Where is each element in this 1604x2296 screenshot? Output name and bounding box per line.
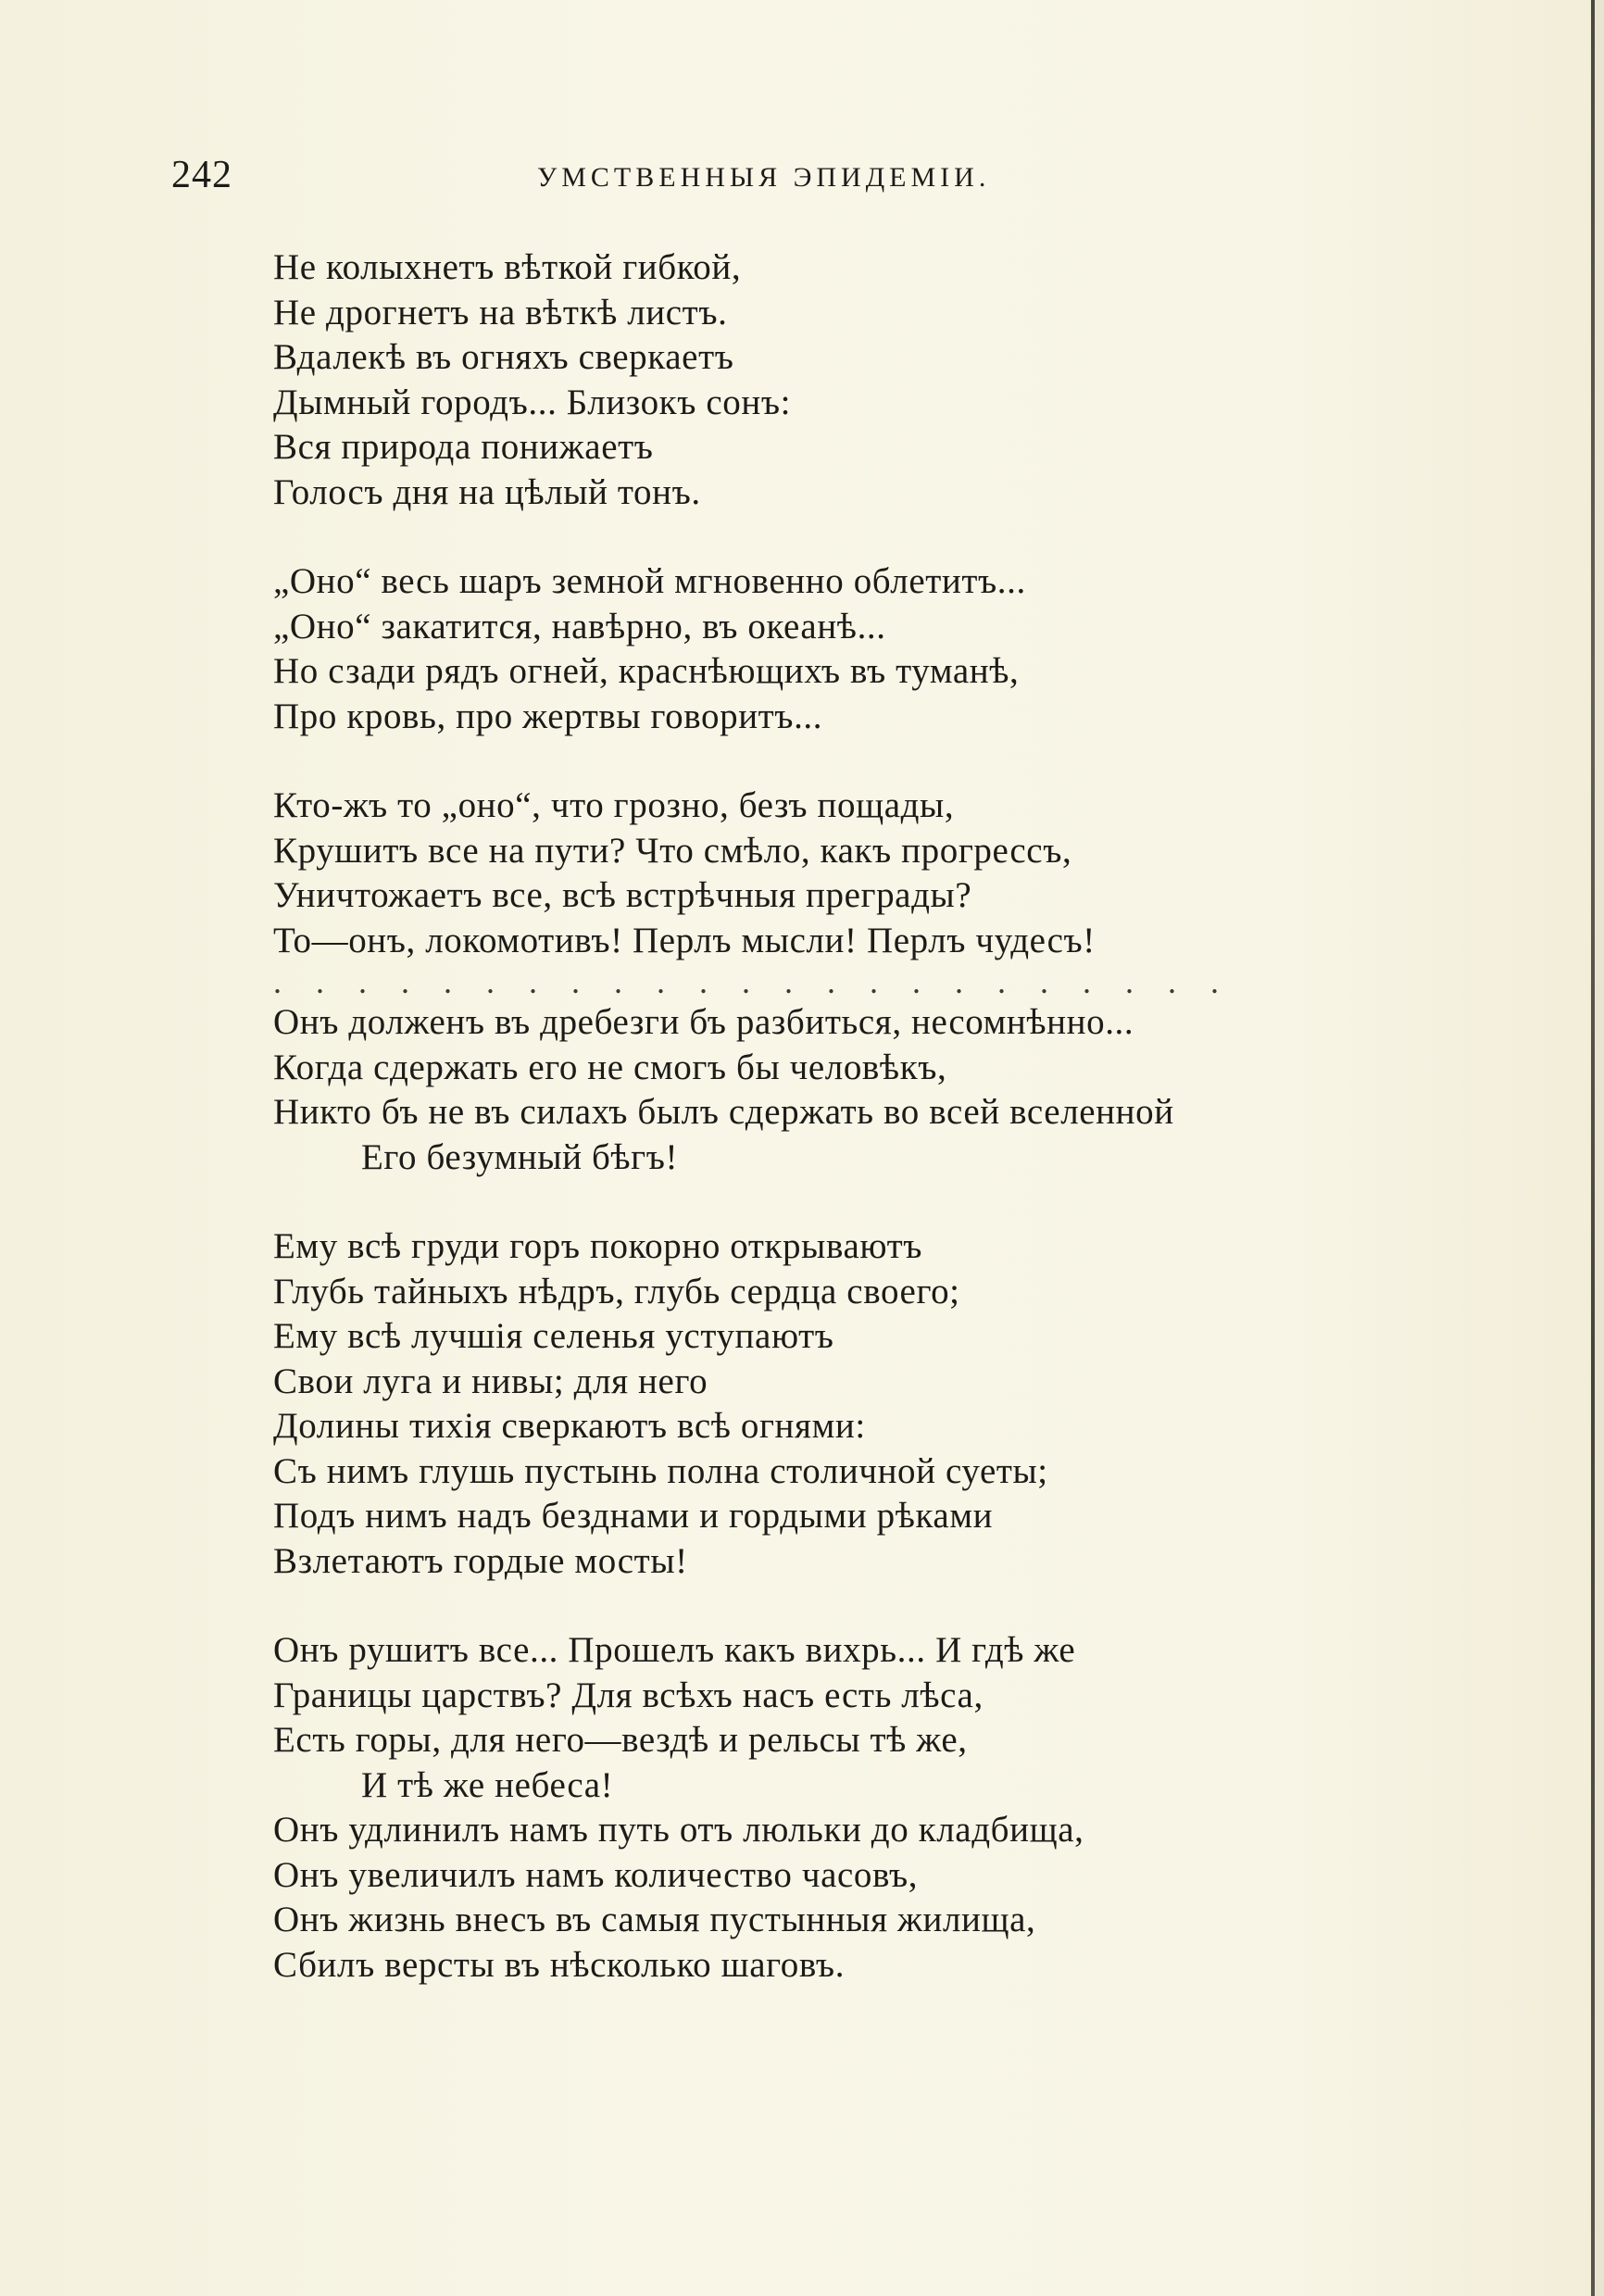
stanza-1 bbox=[273, 245, 1440, 515]
poem-line: Про кровь, про жертвы говоритъ... bbox=[273, 696, 823, 736]
stanza-gap bbox=[273, 1584, 1440, 1628]
poem-line-indented: Его безумный бѣгъ! bbox=[361, 1136, 679, 1177]
poem-line: Онъ увеличилъ намъ количество часовъ, bbox=[273, 1854, 919, 1895]
page-edge-shadow bbox=[1595, 0, 1604, 2296]
poem-line: Есть горы, для него—вездѣ и рельсы тѣ же, bbox=[273, 1720, 968, 1760]
page-binding-edge bbox=[1591, 0, 1595, 2296]
poem-line: Свои луга и нивы; для него bbox=[273, 1361, 708, 1401]
poem-line: Вся природа понижаетъ bbox=[273, 427, 654, 467]
stanza-gap bbox=[273, 739, 1440, 784]
stanza-5 bbox=[273, 1628, 1440, 1988]
poem-line: Не колыхнетъ вѣткой гибкой, bbox=[273, 247, 742, 287]
stanza-gap bbox=[273, 1180, 1440, 1224]
poem-line: Но сзади рядъ огней, краснѣющихъ въ туманѣ, bbox=[273, 651, 1020, 691]
poem-line: Границы царствъ? Для всѣхъ насъ есть лѣса, bbox=[273, 1675, 984, 1715]
poem-line: Глубь тайныхъ нѣдръ, глубь сердца своего; bbox=[273, 1271, 960, 1311]
ellipsis-dot-row: . . . . . . . . . . . . . . . . . . . . . . . bbox=[273, 963, 1232, 1000]
page-header bbox=[171, 153, 1394, 208]
stanza-gap bbox=[273, 515, 1440, 559]
poem-line: Долины тихія сверкаютъ всѣ огнями: bbox=[273, 1406, 866, 1446]
poem-line: Ему всѣ груди горъ покорно открываютъ bbox=[273, 1226, 922, 1266]
page-number: 242 bbox=[171, 154, 232, 196]
poem-line: То—онъ, локомотивъ! Перлъ мысли! Перлъ чудесъ! bbox=[273, 920, 1096, 960]
poem-line: Съ нимъ глушь пустынь полна столичной суеты; bbox=[273, 1450, 1048, 1491]
stanza-4 bbox=[273, 1224, 1440, 1584]
poem-line: Взлетаютъ гордые мосты! bbox=[273, 1540, 688, 1581]
poem-body bbox=[273, 245, 1440, 1988]
poem-line: Дымный городъ... Близокъ сонъ: bbox=[273, 382, 792, 422]
running-title: УМСТВЕННЫЯ ЭПИДЕМІИ. bbox=[537, 162, 991, 193]
poem-line: Онъ жизнь внесъ въ самыя пустынныя жилища, bbox=[273, 1900, 1036, 1939]
stanza-3 bbox=[273, 784, 1440, 1180]
poem-line: Крушитъ все на пути? Что смѣло, какъ прогрессъ, bbox=[273, 830, 1072, 871]
poem-line-indented: И тѣ же небеса! bbox=[361, 1764, 614, 1805]
poem-line: Кто-жъ то „оно“, что грозно, безъ пощады, bbox=[273, 785, 955, 825]
poem-line: Онъ удлинилъ намъ путь отъ люльки до кладбища, bbox=[273, 1810, 1084, 1850]
poem-line: Сбилъ версты въ нѣсколько шаговъ. bbox=[273, 1944, 846, 1985]
poem-line: „Оно“ весь шаръ земной мгновенно облетитъ... bbox=[273, 561, 1026, 601]
poem-line: Не дрогнетъ на вѣткѣ листъ. bbox=[273, 292, 728, 332]
poem-line: Онъ долженъ въ дребезги бъ разбиться, несомнѣнно... bbox=[273, 1002, 1134, 1042]
poem-line: Вдалекѣ въ огняхъ сверкаетъ bbox=[273, 337, 734, 377]
poem-line: Подъ нимъ надъ безднами и гордыми рѣками bbox=[273, 1496, 994, 1536]
poem-line: Голосъ дня на цѣлый тонъ. bbox=[273, 471, 701, 512]
poem-line: „Оно“ закатится, навѣрно, въ океанѣ... bbox=[273, 606, 886, 646]
poem-line: Когда сдержать его не смогъ бы человѣкъ, bbox=[273, 1047, 947, 1087]
poem-line: Уничтожаетъ все, всѣ встрѣчныя преграды? bbox=[273, 875, 972, 915]
poem-line: Ему всѣ лучшія селенья уступаютъ bbox=[273, 1316, 834, 1356]
poem-line: Никто бъ не въ силахъ былъ сдержать во всей вселенной bbox=[273, 1092, 1174, 1132]
stanza-2 bbox=[273, 559, 1440, 739]
poem-line: Онъ рушитъ все... Прошелъ какъ вихрь... И гдѣ же bbox=[273, 1630, 1076, 1670]
